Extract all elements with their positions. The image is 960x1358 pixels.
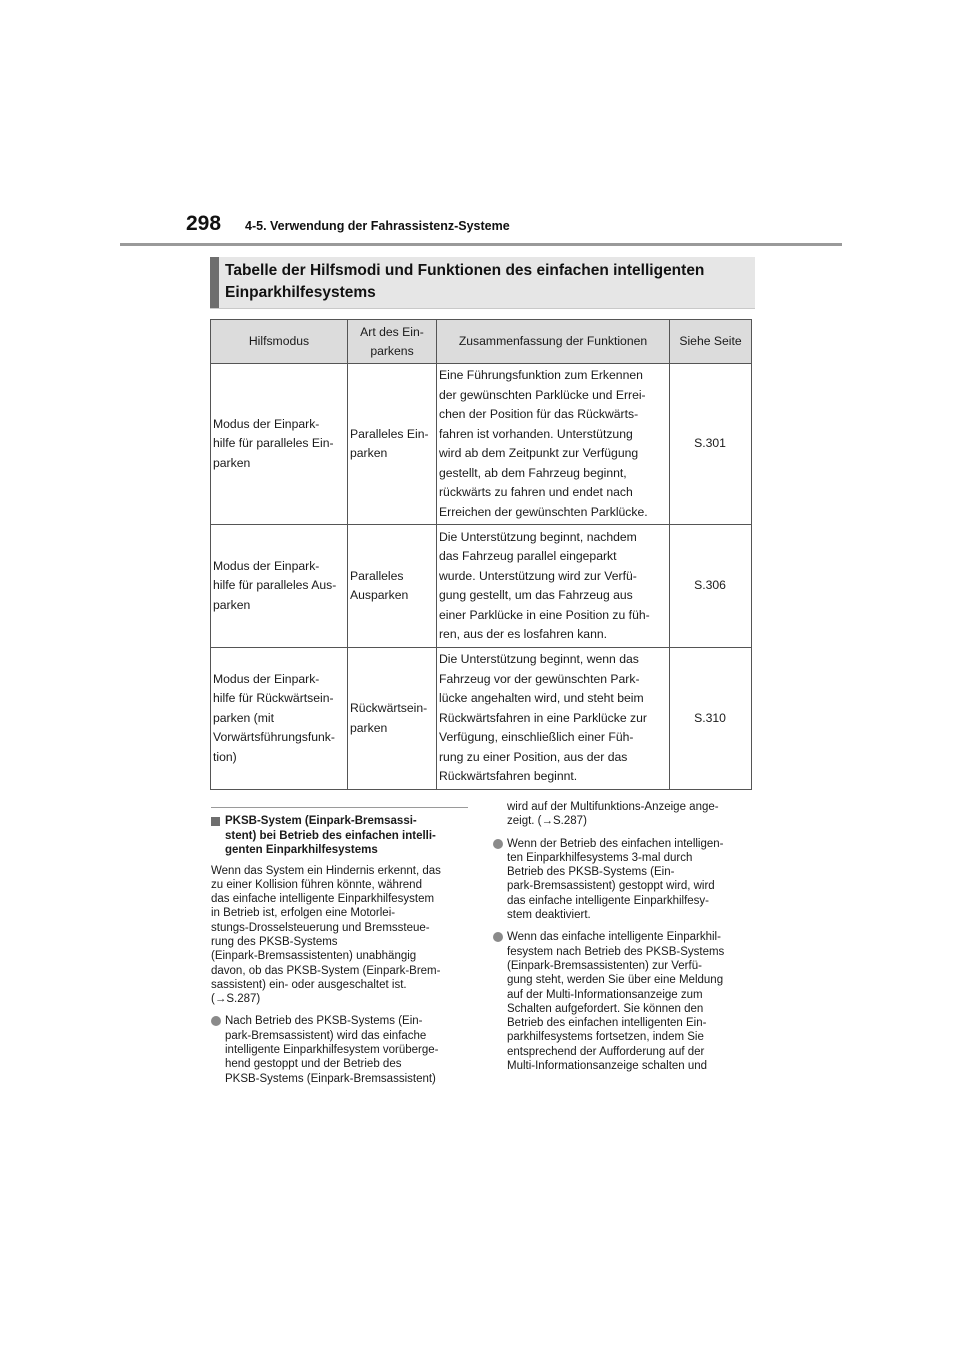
table-header-row (211, 320, 752, 364)
table-row (211, 648, 752, 790)
cell-mode: Modus der Einpark- hilfe für paralleles Aus- parken (211, 525, 348, 648)
cell-type: Rückwärtsein- parken (348, 648, 437, 790)
bullet-item (493, 930, 753, 1073)
cell-summary: Die Unterstützung beginnt, nachdem das Fahrzeug parallel eingeparkt wurde. Unterstützung wird zur Verfü- gung gestellt, um das Fahrzeug aus einer Parklücke in eine Position zu füh- ren, aus der es losfahren kann. (437, 525, 670, 648)
right-column (493, 800, 753, 1081)
circle-bullet-icon (493, 932, 503, 942)
header-ref: Siehe Seite (670, 320, 752, 364)
subheading-text: PKSB-System (Einpark-Bremsassi- stent) bei Betrieb des einfachen intelli- genten Einparkhilfesystems (225, 815, 436, 856)
cell-ref: S.310 (670, 648, 752, 790)
section-title-line: Einparkhilfesystems (225, 284, 376, 301)
pksb-subheading (211, 814, 468, 858)
circle-bullet-icon (493, 839, 503, 849)
bullet-text: Nach Betrieb des PKSB-Systems (Ein- park-Bremsassistent) wird das einfache intelligente Einparkhilfesystem vorüberge- hend gestoppt und der Betrieb des PKSB-Systems (Einpark-Bremsassistent) (225, 1015, 439, 1085)
circle-bullet-icon (211, 1016, 221, 1026)
header-summary: Zusammenfassung der Funktionen (437, 320, 670, 364)
bullet-continuation: wird auf der Multifunktions-Anzeige ange- zeigt. (→S.287) (507, 801, 719, 828)
bullet-text: Wenn der Betrieb des einfachen intelligen- ten Einparkhilfesystems 3-mal durch Betrieb des PKSB-Systems (Ein- park-Bremsassistent) gestoppt wird, wird das einfache intelligente Einparkhilfesy- stem deaktiviert. (507, 837, 724, 922)
bullet-item (211, 1014, 468, 1085)
section-title (225, 260, 750, 304)
bullet-text: Wenn das einfache intelligente Einparkhil- fesystem nach Betrieb des PKSB-Systems (Einpark-Bremsassistenten) zur Verfü- gung steht, werden Sie über eine Meldung auf der Multi-Informationsanzeige zum Schalten aufgefordert. Sie können den Betrieb des einfachen intelligenten Ein- parkhilfesystems fortsetzen, indem Sie entsprechend der Aufforderung auf der Multi-Informationsanzeige schalten und (507, 931, 725, 1073)
cell-ref: S.306 (670, 525, 752, 648)
section-title-box (210, 257, 755, 309)
header-type: Art des Ein- parkens (348, 320, 437, 364)
pksb-paragraph: Wenn das System ein Hindernis erkennt, das zu einer Kollision führen könnte, während das einfache intelligente Einparkhilfesystem in Betrieb ist, erfolgen eine Motorlei- stungs-Drosselsteuerung und Bremssteue- rung des PKSB-Systems (Einpark-Bremsassistenten) unabhängig davon, ob das PKSB-System (Einpark-Brem- sassistent) ein- oder ausgeschaltet ist. (→S.287) (211, 864, 441, 1006)
cell-mode: Modus der Einpark- hilfe für paralleles Ein- parken (211, 364, 348, 525)
header-mode: Hilfsmodus (211, 320, 348, 364)
cell-type: Paralleles Ein- parken (348, 364, 437, 525)
section-title-bar (210, 257, 219, 308)
section-title-line: Tabelle der Hilfsmodi und Funktionen des einfachen intelligenten (225, 262, 705, 279)
table-row (211, 364, 752, 525)
left-column (211, 807, 468, 1094)
header-rule (120, 243, 842, 246)
chapter-title: 4-5. Verwendung der Fahrassistenz-Systeme (245, 219, 510, 233)
square-bullet-icon (211, 817, 220, 826)
modes-table (210, 319, 752, 790)
bullet-item (493, 837, 753, 923)
cell-type: Paralleles Ausparken (348, 525, 437, 648)
cell-mode: Modus der Einpark- hilfe für Rückwärtsein- parken (mit Vorwärtsführungsfunk- tion) (211, 648, 348, 790)
cell-summary: Die Unterstützung beginnt, wenn das Fahrzeug vor der gewünschten Park- lücke angehalten wird, und steht beim Rückwärtsfahren in eine Parklücke zur Verfügung, einschließlich einer Füh- rung zu einer Position, aus der das Rückwärtsfahren beginnt. (437, 648, 670, 790)
cell-ref: S.301 (670, 364, 752, 525)
page-number: 298 (186, 212, 222, 235)
cell-summary: Eine Führungsfunktion zum Erkennen der gewünschten Parklücke und Errei- chen der Position für das Rückwärts- fahren ist vorhanden. Unterstützung wird ab dem Zeitpunkt zur Verfügung gestellt, ab dem Fahrzeug beginnt, rückwärts zu fahren und endet nach Erreichen der gewünschten Parklücke. (437, 364, 670, 525)
subheading-rule (211, 807, 468, 808)
table-row (211, 525, 752, 648)
